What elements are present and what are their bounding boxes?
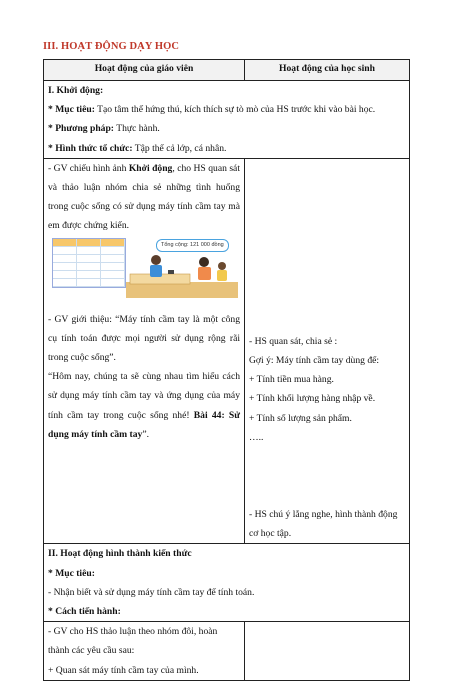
teacher-p1-text-a: - GV chiếu hình ảnh: [48, 162, 129, 174]
part1-goal: [48, 100, 405, 119]
part1-form: [48, 139, 405, 158]
part2-teacher-line-1: - GV cho HS thảo luận theo nhóm đôi, hoàn thành các yêu cầu sau:: [48, 626, 218, 657]
teacher-paragraph-1: [48, 159, 240, 236]
part1-form-text: Tập thể cả lớp, cá nhân.: [132, 142, 227, 154]
part2-steps-label: * Cách tiến hành:: [48, 606, 121, 618]
part2-goal-label: * Mục tiêu:: [48, 567, 95, 579]
part2-intro-row: [44, 544, 410, 622]
header-row: [44, 60, 410, 81]
total-speech-bubble: Tổng cộng: 121 000 đồng: [156, 239, 229, 252]
part2-teacher-line-2: + Quan sát máy tính cầm tay của mình.: [48, 664, 199, 676]
part2-intro-cell: [44, 544, 410, 622]
student-line-2: Gợi ý: Máy tính cầm tay dùng để:: [249, 355, 380, 367]
teacher-p1-text-c: , cho HS quan sát và thảo luận nhóm chia sẻ những tình huống trong cuộc sống có sử dụng máy tính cầm tay mà em được chứng kiến.: [48, 162, 240, 232]
student-line-6: …..: [249, 431, 264, 443]
part1-goal-label: * Mục tiêu:: [48, 104, 95, 116]
teacher-column-header: Hoạt động của giáo viên: [44, 60, 245, 81]
part1-method-label: * Phương pháp:: [48, 123, 114, 135]
part1-intro-row: [44, 81, 410, 159]
price-table-image: [52, 238, 126, 288]
teacher-p1-bold: Khởi động: [128, 162, 173, 174]
part2-goal-text: - Nhận biết và sử dụng máy tính cầm tay để tính toán.: [48, 586, 255, 598]
section-title: III. HOẠT ĐỘNG DẠY HỌC: [43, 41, 180, 52]
lesson-title-bold: Bài 44: Sử dụng máy tính cầm tay: [48, 409, 240, 440]
part1-goal-text: Tạo tâm thế hứng thú, kích thích sự tò mò của HS trước khi vào bài học.: [94, 104, 376, 116]
part2-activity-row: [44, 622, 410, 681]
warmup-illustration: [48, 238, 238, 298]
shop-scene-image: [126, 252, 238, 298]
part2-student-cell: [245, 622, 410, 681]
part2-teacher-cell: [44, 622, 245, 681]
part1-teacher-cell: [44, 158, 245, 544]
student-column-header: Hoạt động của học sinh: [245, 60, 410, 81]
student-line-7: - HS chú ý lắng nghe, hình thành động cơ học tập.: [249, 509, 398, 540]
part1-student-cell: [245, 158, 410, 544]
part1-intro-cell: [44, 81, 410, 159]
part1-method-text: Thực hành.: [114, 123, 160, 135]
teacher-paragraph-2: - GV giới thiệu: “Máy tính cầm tay là một công cụ tính toán được mọi người sử dụng rộng rãi trong cuộc sống”.: [48, 313, 240, 364]
part1-activity-row: [44, 158, 410, 544]
part1-method: [48, 119, 405, 138]
part1-form-label: * Hình thức tổ chức:: [48, 142, 133, 154]
teacher-p3-text-c: ”.: [142, 428, 150, 440]
teacher-p3-text-a: “Hôm nay, chúng ta sẽ cùng nhau tìm hiểu cách sử dụng máy tính cầm tay và ứng dụng của máy tính cầm tay trong cuộc sống nhé!: [48, 371, 240, 421]
student-line-4: + Tính khối lượng hàng nhập về.: [249, 393, 376, 405]
student-line-5: + Tính số lượng sản phẩm.: [249, 412, 352, 424]
teacher-paragraph-3: [48, 367, 240, 444]
student-line-1: - HS quan sát, chia sẻ :: [249, 335, 338, 347]
part1-title: I. Khởi động:: [48, 85, 104, 96]
student-line-3: + Tính tiền mua hàng.: [249, 374, 334, 386]
part2-title: II. Hoạt động hình thành kiến thức: [48, 548, 192, 560]
lesson-table: [43, 59, 410, 681]
